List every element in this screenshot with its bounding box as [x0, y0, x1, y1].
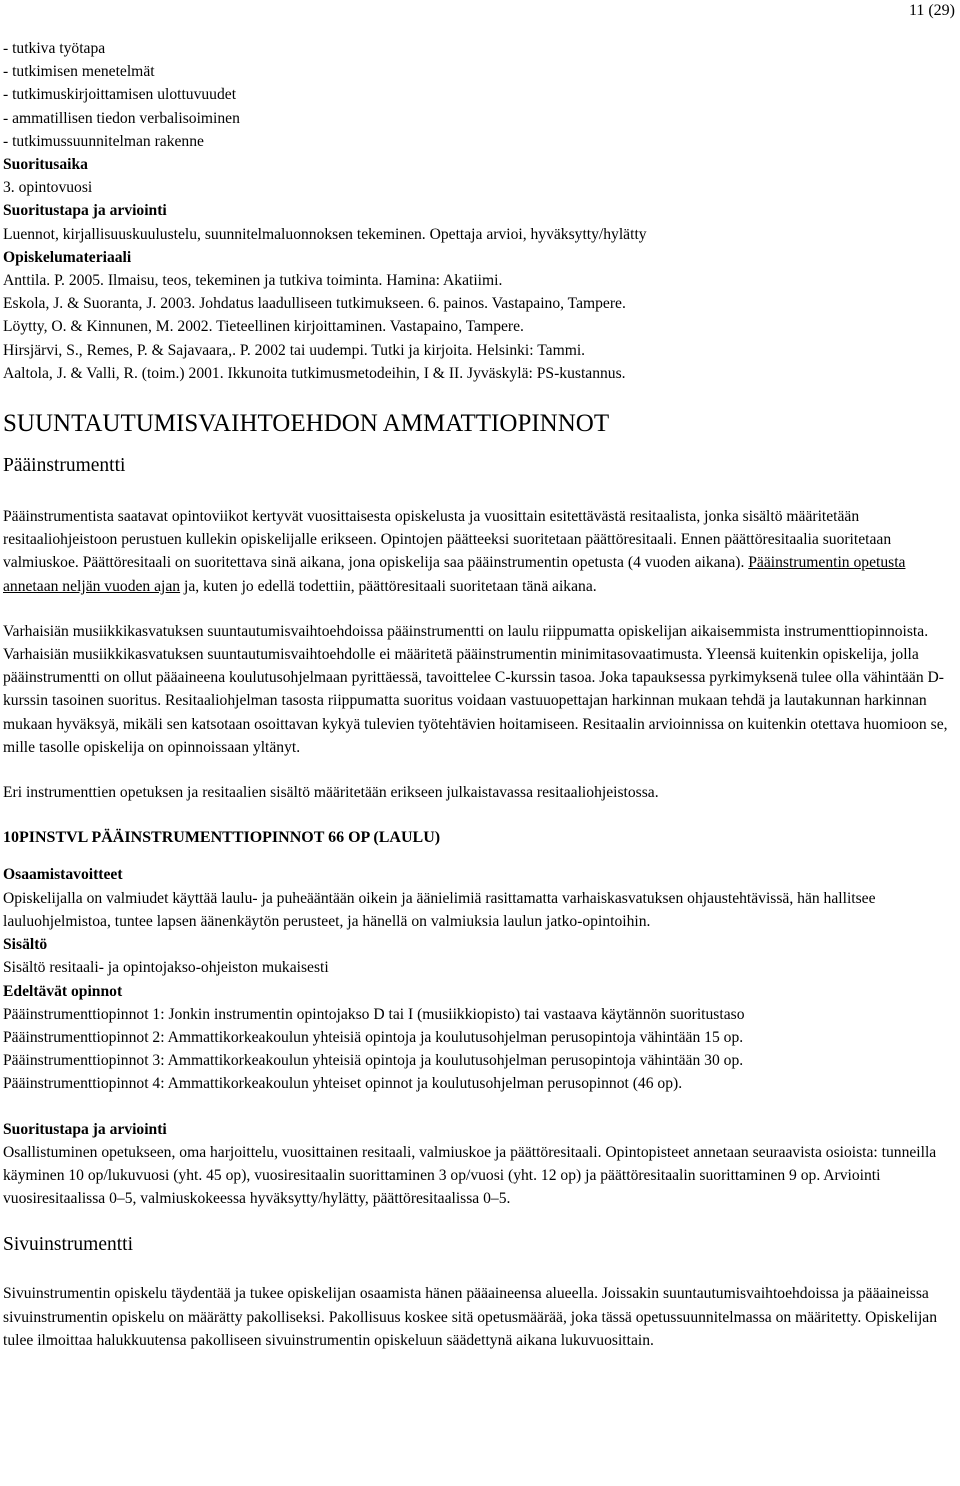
duration-text: 3. opintovuosi [3, 179, 93, 197]
main-instrument-heading: Pääinstrumentti [3, 455, 126, 477]
list-item: - tutkiva työtapa [3, 40, 106, 57]
assessment-text: Luennot, kirjallisuuskuulustelu, suunnitelmaluonnoksen tekeminen. Opettaja arvioi, hyväksytty/hylätty [3, 225, 647, 243]
document-body [3, 37, 955, 1352]
reference-item: Hirsjärvi, S., Remes, P. & Sajavaara,. P. 2002 tai uudempi. Tutki ja kirjoita. Helsinki: Tammi. [3, 341, 586, 359]
reference-item: Anttila. P. 2005. Ilmaisu, teos, tekeminen ja tutkiva toiminta. Hamina: Akatiimi. [3, 272, 503, 290]
materials-heading: Opiskelumateriaali [3, 248, 132, 266]
duration-heading: Suoritusaika [3, 156, 88, 174]
paragraph-text: Pääinstrumentista saatavat opintoviikot kertyvät vuosittaisesta opiskelusta ja vuosittain esitettävästä resitaalista, jonka sisältö määritetään resitaaliohjeistoon perustuen kullekin opiskelijalle erikseen. Opintojen päätteeksi suoritetaan päättöresitaali. Ennen päättöresitaalia suoritetaan valmiuskoe. Päättöresitaali on suoritettava sinä aikana, jona opiskelija saa pääinstrumentin opetusta (4 vuoden aikana). [3, 508, 892, 572]
prerequisites-heading: Edeltävät opinnot [3, 982, 123, 1000]
goals-heading: Osaamistavoitteet [3, 866, 123, 884]
prerequisite-item: Pääinstrumenttiopinnot 2: Ammattikorkeakoulun yhteisiä opintoja ja koulutusohjelman perusopintoja vähintään 15 op. [3, 1028, 744, 1046]
main-instrument-paragraph-2: Varhaisiän musiikkikasvatuksen suuntautumisvaihtoehdoissa pääinstrumentti on laulu riippumatta opiskelijan aikaisemmista instrumenttiopinnoista. Varhaisiän musiikkikasvatuksen suuntautumisvaihtoehdolle ei määritetä pääinstrumentin minimitasovaatimusta. Yleensä kuitenkin opiskelija, jolla pääinstrumentti on ollut pääaineena koulutusohjelmaan pyrittäessä, tavoittelee C-kurssin tasoa. Joka tapauksessa pyrkimyksenä tulee olla vähintään D-kurssin tasoinen suoritus. Resitaaliohjelman tasosta riippumatta suoritus voidaan vastuuopettajan harkinnan mukaan tehdä ja lautakunnan harkinnan mukaan hyväksyä, mikäli sen katsotaan osoittavan kykyä tulevien työtehtävien hoitamiseen. Resitaalin arvioinnissa on kuitenkin otettava huomioon se, mille tasolle opiskelija on opinnoissaan yltänyt. [3, 622, 948, 756]
secondary-instrument-heading: Sivuinstrumentti [3, 1234, 134, 1256]
reference-item: Löytty, O. & Kinnunen, M. 2002. Tieteellinen kirjoittaminen. Vastapaino, Tampere. [3, 318, 524, 336]
main-instrument-paragraph-3: Eri instrumenttien opetuksen ja resitaalien sisältö määritetään erikseen julkaistavassa resitaaliohjeistossa. [3, 784, 659, 802]
list-item: - tutkimisen menetelmät [3, 63, 155, 81]
assessment-heading: Suoritustapa ja arviointi [3, 202, 167, 220]
course-title: 10PINSTVL PÄÄINSTRUMENTTIOPINNOT 66 OP (LAULU) [3, 829, 441, 847]
list-item: - ammatillisen tiedon verbalisoiminen [3, 109, 240, 127]
page-number: 11 (29) [908, 2, 955, 19]
content-heading: Sisältö [3, 936, 48, 954]
goals-text: Opiskelijalla on valmiudet käyttää laulu- ja puheääntään oikein ja äänielimiä rasittamatta varhaiskasvatuksen ohjaustehtävissä, hän hallitsee lauluohjelmistoa, tuntee lapsen äänenkäytön perusteet, ja hänellä on valmiuksia laulun jatko-opintoihin. [3, 889, 876, 930]
section-title: SUUNTAUTUMISVAIHTOEHDON AMMATTIOPINNOT [3, 410, 610, 438]
list-item: - tutkimuskirjoittamisen ulottuvuudet [3, 86, 237, 104]
list-item: - tutkimussuunnitelman rakenne [3, 132, 204, 150]
reference-item: Aaltola, J. & Valli, R. (toim.) 2001. Ikkunoita tutkimusmetodeihin, I & II. Jyväskylä: PS-kustannus. [3, 364, 626, 382]
main-instrument-paragraph-1 [3, 505, 955, 598]
course-assessment-text: Osallistuminen opetukseen, oma harjoittelu, vuosittainen resitaali, valmiuskoe ja päättöresitaali. Opintopisteet annetaan seuraavista osioista: tunneilla käyminen 10 op/lukuvuosi (yht. 45 op), vuosiresitaalin suorittaminen 3 op/vuosi (yht. 12 op) ja päättöresitaalin suorittaminen 9 op. Arviointi vuosiresitaalissa 0–5, valmiuskokeessa hyväksytty/hylätty, päättöresitaalissa 0–5. [3, 1143, 937, 1208]
underlined-statement: Pääinstrumentin opetusta annetaan neljän vuoden ajan [3, 554, 906, 595]
secondary-instrument-text: Sivuinstrumentin opiskelu täydentää ja tukee opiskelijan osaamista hänen pääaineensa alueella. Joissakin suuntautumisvaihtoehdoissa ja pääaineissa sivuinstrumentin opiskelu on määrätty pakolliseksi. Pakollisuus koskee sitä opetusmäärää, joka tässä opetussuunnitelmassa on määritetty. Opiskelijan tulee ilmoittaa halukkuutensa pakolliseen sivuinstrumentin opiskeluun säädettynä aikana lukuvuosittain. [3, 1285, 938, 1349]
reference-item: Eskola, J. & Suoranta, J. 2003. Johdatus laadulliseen tutkimukseen. 6. painos. Vastapaino, Tampere. [3, 295, 626, 313]
paragraph-text: ja, kuten jo edellä todettiin, päättöresitaali suoritetaan tänä aikana. [180, 577, 597, 595]
content-text: Sisältö resitaali- ja opintojakso-ohjeiston mukaisesti [3, 959, 329, 977]
prerequisite-item: Pääinstrumenttiopinnot 3: Ammattikorkeakoulun yhteisiä opintoja ja koulutusohjelman perusopintoja vähintään 30 op. [3, 1052, 744, 1070]
course-assessment-heading: Suoritustapa ja arviointi [3, 1120, 167, 1138]
prerequisite-item: Pääinstrumenttiopinnot 1: Jonkin instrumentin opintojakso D tai I (musiikkiopisto) tai vastaava käytännön suoritustaso [3, 1005, 745, 1023]
prerequisite-item: Pääinstrumenttiopinnot 4: Ammattikorkeakoulun yhteiset opinnot ja koulutusohjelman perusopinnot (46 op). [3, 1075, 683, 1093]
